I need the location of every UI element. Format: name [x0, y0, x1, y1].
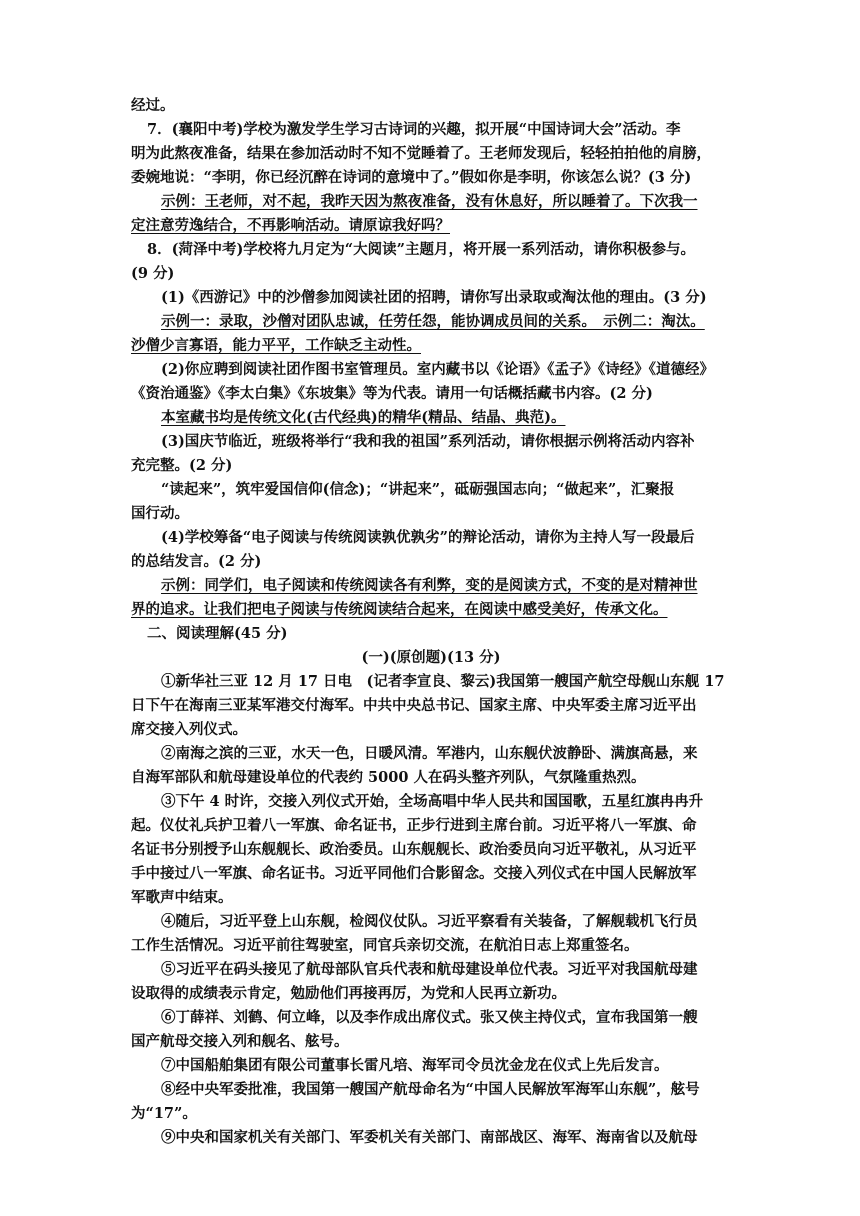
text-line: 示例一：录取，沙僧对团队忠诚，任劳任怨，能协调成员间的关系。 示例二：淘汰。 [161, 313, 705, 330]
text-line: ③下午 4 时许，交接入列仪式开始，全场高唱中华人民共和国国歌，五星红旗冉冉升 [161, 793, 704, 810]
text-line: 起。仪仗礼兵护卫着八一军旗、命名证书，正步行进到主席台前。习近平将八一军旗、命 [131, 817, 697, 834]
text-line: (2)你应聘到阅读社团作图书室管理员。室内藏书以《论语》《孟子》《诗经》《道德经》 [161, 361, 715, 378]
text-line: (一)(原创题)(13 分) [361, 649, 501, 666]
text-line: 设取得的成绩表示肯定，勉励他们再接再厉，为党和人民再立新功。 [131, 985, 566, 1002]
text-line: 界的追求。让我们把电子阅读与传统阅读结合起来，在阅读中感受美好，传承文化。 [131, 601, 668, 618]
text-line: (4)学校筹备“电子阅读与传统阅读孰优孰劣”的辩论活动，请你为主持人写一段最后 [161, 529, 695, 546]
text-line: ⑧经中央军委批准，我国第一艘国产航母命名为“中国人民解放军海军山东舰”，舷号 [161, 1081, 700, 1098]
text-line: 定注意劳逸结合，不再影响活动。请原谅我好吗？ [131, 217, 450, 234]
text-line: (1)《西游记》中的沙僧参加阅读社团的招聘，请你写出录取或淘汰他的理由。(3 分) [161, 289, 707, 306]
text-line: ⑨中央和国家机关有关部门、军委机关有关部门、南部战区、海军、海南省以及航母 [161, 1129, 698, 1146]
text-line: 经过。 [131, 97, 175, 114]
text-line: 日下午在海南三亚某军港交付海军。中共中央总书记、国家主席、中央军委主席习近平出 [131, 697, 697, 714]
text-line: (3)国庆节临近，班级将举行“我和我的祖国”系列活动，请你根据示例将活动内容补 [161, 433, 695, 450]
text-line: ②南海之滨的三亚，水天一色，日暖风清。军港内，山东舰伏波静卧、满旗高悬，来 [161, 745, 698, 762]
text-line: ⑦中国船舶集团有限公司董事长雷凡培、海军司令员沈金龙在仪式上先后发言。 [161, 1057, 669, 1074]
text-line: ④随后，习近平登上山东舰，检阅仪仗队。习近平察看有关装备，了解舰载机飞行员 [161, 913, 698, 930]
text-line: 工作生活情况。习近平前往驾驶室，同官兵亲切交流，在航泊日志上郑重签名。 [131, 937, 639, 954]
text-line: (9 分) [131, 265, 175, 282]
text-line: 二、阅读理解(45 分) [147, 625, 288, 642]
text-line: 明为此熬夜准备，结果在参加活动时不知不觉睡着了。王老师发现后，轻轻拍拍他的肩膀， [131, 145, 711, 162]
text-line: 军歌声中结束。 [131, 889, 233, 906]
text-line: 沙僧少言寡语，能力平平，工作缺乏主动性。 [131, 337, 421, 354]
text-line: 国行动。 [131, 505, 189, 522]
text-line: 席交接入列仪式。 [131, 721, 247, 738]
text-line: 的总结发言。(2 分) [131, 553, 262, 570]
text-line: 手中接过八一军旗、命名证书。习近平同他们合影留念。交接入列仪式在中国人民解放军 [131, 865, 697, 882]
text-line: ⑥丁薛祥、刘鹤、何立峰，以及李作成出席仪式。张又侠主持仪式，宣布我国第一艘 [161, 1009, 698, 1026]
text-line: 7．(襄阳中考)学校为激发学生学习古诗词的兴趣，拟开展“中国诗词大会”活动。李 [147, 121, 681, 138]
text-line: 本室藏书均是传统文化(古代经典)的精华(精品、结晶、典范)。 [161, 409, 566, 426]
text-line: 名证书分别授予山东舰舰长、政治委员。山东舰舰长、政治委员向习近平敬礼，从习近平 [131, 841, 697, 858]
text-line: “读起来”，筑牢爱国信仰(信念)；“讲起来”，砥砺强国志向；“做起来”，汇聚报 [161, 481, 675, 498]
text-line: 示例：同学们，电子阅读和传统阅读各有利弊，变的是阅读方式，不变的是对精神世 [161, 577, 698, 594]
text-line: 委婉地说：“李明，你已经沉醉在诗词的意境中了。”假如你是李明，你该怎么说？(3 分) [131, 169, 692, 186]
text-line: 示例：王老师，对不起，我昨天因为熬夜准备，没有休息好，所以睡着了。下次我一 [161, 193, 698, 210]
text-line: ⑤习近平在码头接见了航母部队官兵代表和航母建设单位代表。习近平对我国航母建 [161, 961, 698, 978]
text-line: 自海军部队和航母建设单位的代表约 5000 人在码头整齐列队，气氛隆重热烈。 [131, 769, 646, 786]
text-line: 充完整。(2 分) [131, 457, 233, 474]
text-line: ①新华社三亚 12 月 17 日电 (记者李宣良、黎云)我国第一艘国产航空母舰山东舰 17 [161, 673, 725, 690]
text-line: 国产航母交接入列和舰名、舷号。 [131, 1033, 349, 1050]
text-line: 为“17”。 [131, 1105, 197, 1122]
text-line: 《资治通鉴》《李太白集》《东坡集》等为代表。请用一句话概括藏书内容。(2 分) [131, 385, 653, 402]
text-line: 8．(菏泽中考)学校将九月定为“大阅读”主题月，将开展一系列活动，请你积极参与。 [147, 241, 695, 258]
